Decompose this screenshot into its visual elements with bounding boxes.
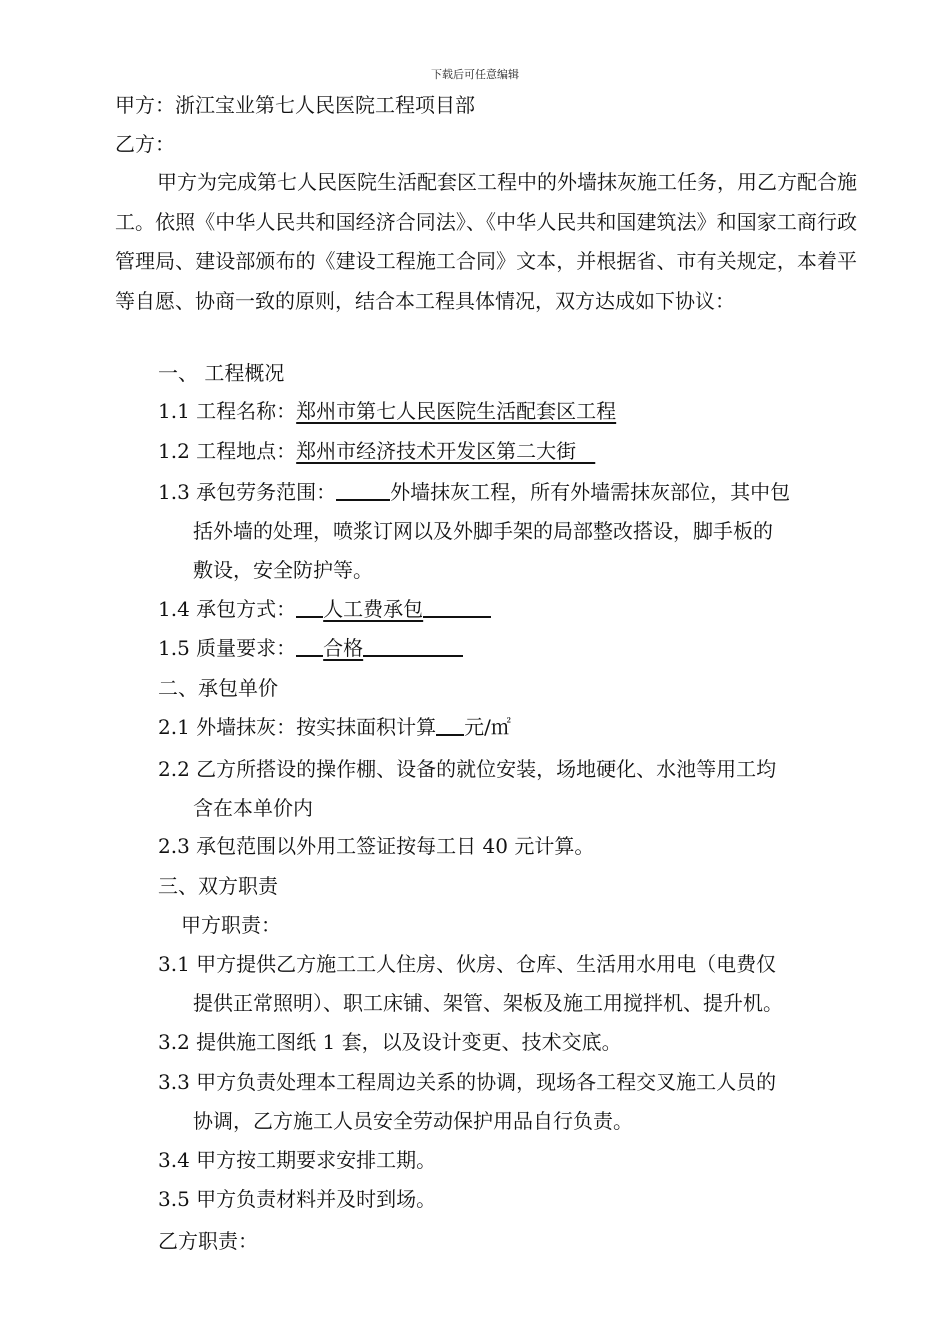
price-blank <box>436 712 464 736</box>
section-1-title: 一、 工程概况 <box>158 361 285 385</box>
header-note: 下载后可任意编辑 <box>431 68 519 81</box>
item-3-3-line-1: 3.3 甲方负责处理本工程周边关系的协调，现场各工程交叉施工人员的 <box>158 1070 777 1094</box>
quality-blank-right <box>363 633 463 657</box>
party-a-line: 甲方：浙江宝业第七人民医院工程项目部 <box>115 93 475 117</box>
project-name-row <box>158 392 616 431</box>
item-2-2-line-1: 2.2 乙方所搭设的操作棚、设备的就位安装，场地硬化、水池等用工均 <box>158 757 777 781</box>
contract-mode-label: 1.4 承包方式： <box>158 597 297 621</box>
party-a-duties-title: 甲方职责： <box>181 913 281 937</box>
contract-mode-row <box>158 590 491 629</box>
item-3-1-line-2: 提供正常照明）、职工床铺、架管、架板及施工用搅拌机、提升机。 <box>193 991 783 1015</box>
item-3-2: 3.2 提供施工图纸 1 套，以及设计变更、技术交底。 <box>158 1030 622 1054</box>
contract-mode-blank-left <box>296 594 323 618</box>
item-2-3: 2.3 承包范围以外用工签证按每工日 40 元计算。 <box>158 834 595 858</box>
scope-blank <box>336 477 390 501</box>
project-site-label: 1.2 工程地点： <box>158 439 297 463</box>
item-3-5: 3.5 甲方负责材料并及时到场。 <box>158 1187 437 1211</box>
item-3-3-line-2: 协调，乙方施工人员安全劳动保护用品自行负责。 <box>193 1109 633 1133</box>
contract-mode-value: 人工费承包 <box>323 597 424 621</box>
item-3-4: 3.4 甲方按工期要求安排工期。 <box>158 1148 437 1172</box>
intro-paragraph: 甲方为完成第七人民医院生活配套区工程中的外墙抹灰施工任务，用乙方配合施工。依照《中华人民共和国经济合同法》、《中华人民共和国建筑法》和国家工商行政管理局、建设部颁布的《建设工程施工合同》文本，并根据省、市有关规定，本着平等自愿、协商一致的原则，结合本工程具体情况，双方达成如下协议： <box>115 170 857 313</box>
quality-row <box>158 629 463 668</box>
scope-label: 1.3 承包劳务范围： <box>158 480 337 504</box>
price-label: 2.1 外墙抹灰：按实抹面积计算 <box>158 715 437 739</box>
party-b-duties-title: 乙方职责： <box>158 1229 258 1253</box>
project-site-value: 郑州市经济技术开发区第二大街 <box>296 439 596 463</box>
project-name-value: 郑州市第七人民医院生活配套区工程 <box>296 399 617 423</box>
item-2-2-line-2: 含在本单价内 <box>193 796 313 820</box>
scope-text-1: 外墙抹灰工程，所有外墙需抹灰部位，其中包 <box>390 480 791 504</box>
section-2-title: 二、承包单价 <box>158 676 278 700</box>
item-3-1-line-1: 3.1 甲方提供乙方施工工人住房、伙房、仓库、生活用水用电（电费仅 <box>158 952 777 976</box>
project-name-label: 1.1 工程名称： <box>158 399 297 423</box>
scope-row <box>158 473 790 512</box>
party-b-line: 乙方： <box>115 132 175 156</box>
quality-label: 1.5 质量要求： <box>158 636 297 660</box>
project-site-row <box>158 432 595 471</box>
price-row <box>158 708 511 747</box>
quality-blank-left <box>296 633 323 657</box>
quality-value: 合格 <box>323 636 364 660</box>
contract-mode-blank-right <box>423 594 491 618</box>
price-unit: 元/㎡ <box>464 715 511 739</box>
scope-text-3: 敷设，安全防护等。 <box>193 558 373 582</box>
section-3-title: 三、双方职责 <box>158 874 278 898</box>
scope-text-2: 括外墙的处理，喷浆订网以及外脚手架的局部整改搭设，脚手板的 <box>193 519 773 543</box>
